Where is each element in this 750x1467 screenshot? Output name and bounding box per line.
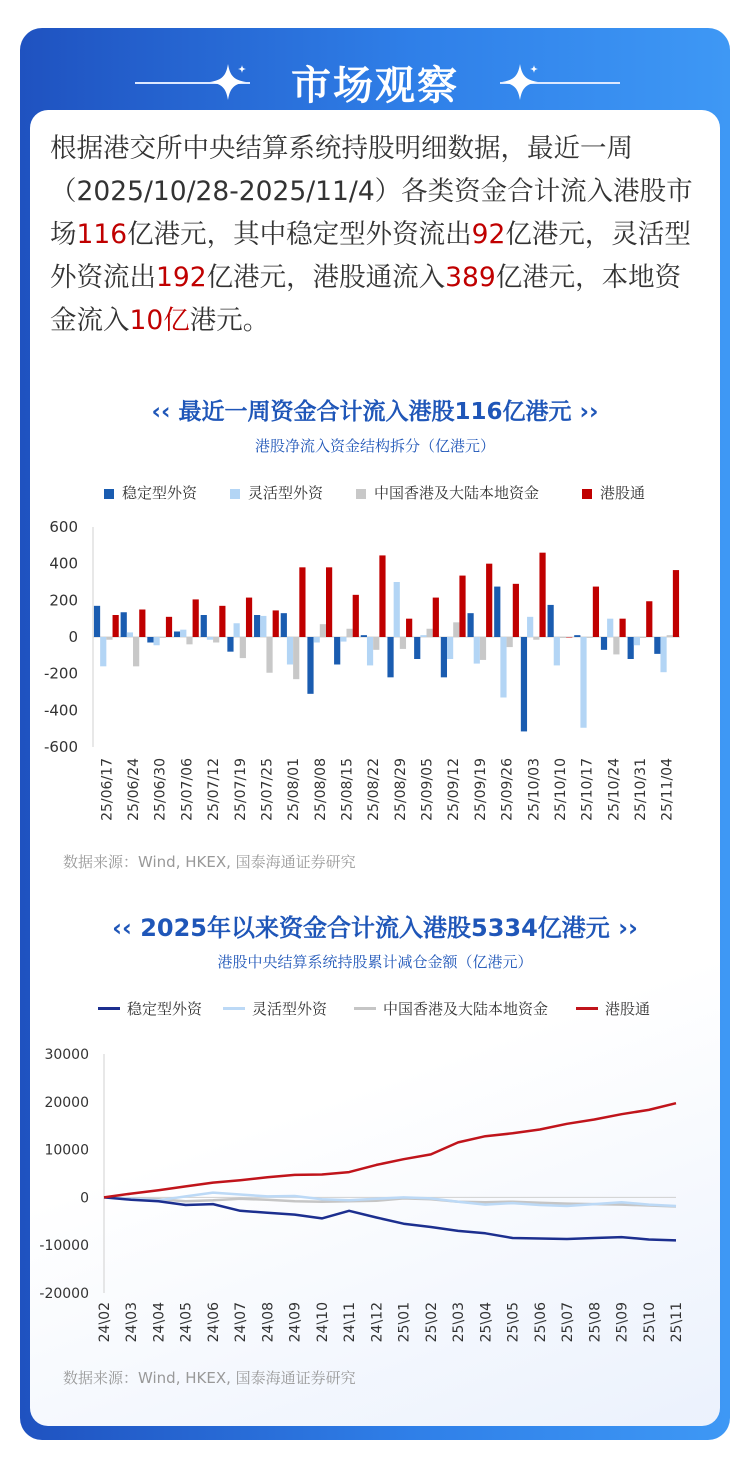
x-tick-label: 24\08 <box>260 1302 277 1343</box>
legend-label: 灵活型外资 <box>252 1000 328 1018</box>
intro-text-2: 亿港元，其中稳定型外资流出 <box>127 219 472 250</box>
bar-1 <box>154 637 160 645</box>
bar-0 <box>174 632 180 638</box>
bar-3 <box>593 587 599 637</box>
bar-3 <box>459 576 465 637</box>
legend-swatch <box>230 489 240 499</box>
x-tick-label: 25/09/19 <box>472 758 489 821</box>
bar-3 <box>619 619 625 637</box>
legend-swatch <box>98 1007 120 1010</box>
bar-1 <box>367 637 373 665</box>
x-tick-label: 24\09 <box>287 1302 304 1343</box>
bar-2 <box>373 637 379 650</box>
y-tick-label: 0 <box>80 1190 89 1207</box>
x-tick-label: 25\05 <box>505 1302 522 1343</box>
chevron-right-icon: ›› <box>618 914 638 942</box>
bar-0 <box>254 615 260 637</box>
x-tick-label: 25\10 <box>641 1302 658 1343</box>
bar-1 <box>260 616 266 637</box>
intro-value-local: 10亿 <box>129 305 190 336</box>
intro-text-6: 港元。 <box>189 305 270 336</box>
y-tick-label: -200 <box>43 664 78 683</box>
bar-0 <box>227 637 233 652</box>
bar-1 <box>660 637 666 672</box>
chart2-legend <box>0 998 750 1020</box>
x-tick-label: 24\07 <box>233 1302 250 1343</box>
bar-2 <box>640 637 646 638</box>
chevron-left-icon: ‹‹ <box>112 914 132 942</box>
x-tick-label: 25\03 <box>451 1302 468 1343</box>
legend-swatch <box>582 489 592 499</box>
bar-0 <box>361 635 367 637</box>
legend-swatch <box>104 489 114 499</box>
bar-3 <box>246 598 252 637</box>
bar-2 <box>186 637 192 644</box>
intro-value-total: 116 <box>76 219 128 250</box>
bar-0 <box>147 637 153 643</box>
intro-paragraph <box>50 127 700 342</box>
bar-0 <box>494 587 500 637</box>
bar-2 <box>293 637 299 679</box>
intro-value-stable: 92 <box>471 219 506 250</box>
y-tick-label: 0 <box>68 628 78 646</box>
x-tick-label: 25/07/19 <box>232 758 249 821</box>
x-tick-label: 25/08/08 <box>312 758 329 821</box>
header-banner <box>20 28 730 108</box>
chart1-source: 数据来源：Wind, HKEX, 国泰海通证券研究 <box>63 853 356 871</box>
bar-2 <box>106 637 112 640</box>
x-tick-label: 25/06/17 <box>99 758 116 821</box>
x-tick-label: 25/06/24 <box>126 758 143 821</box>
bar-1 <box>420 635 426 637</box>
bar-1 <box>180 630 186 637</box>
legend-label: 稳定型外资 <box>122 484 198 502</box>
y-tick-label: 30000 <box>44 1047 89 1063</box>
bar-1 <box>394 582 400 637</box>
legend-label: 港股通 <box>605 1000 651 1018</box>
bar-1 <box>447 637 453 659</box>
chart2-source: 数据来源：Wind, HKEX, 国泰海通证券研究 <box>63 1369 356 1387</box>
bar-0 <box>94 606 100 637</box>
intro-value-connect: 389 <box>445 262 496 293</box>
bar-1 <box>634 637 640 645</box>
bar-2 <box>587 637 593 638</box>
x-tick-label: 24\05 <box>178 1302 195 1343</box>
bar-1 <box>207 637 213 640</box>
bar-3 <box>113 615 119 637</box>
bar-0 <box>601 637 607 650</box>
x-tick-label: 25/08/22 <box>366 758 383 821</box>
bar-0 <box>574 635 580 637</box>
legend-label: 灵活型外资 <box>248 484 324 502</box>
bar-1 <box>580 637 586 728</box>
legend-label: 中国香港及大陆本地资金 <box>383 1000 549 1018</box>
chart1-subtitle: 港股净流入资金结构拆分（亿港元） <box>254 437 495 455</box>
intro-text-5: 亿港元，本地资金流入 <box>50 262 682 336</box>
bar-3 <box>326 567 332 637</box>
x-tick-label: 25\06 <box>532 1302 549 1343</box>
legend-swatch <box>576 1007 598 1010</box>
x-tick-label: 24\02 <box>97 1302 113 1343</box>
bar-1 <box>100 637 106 666</box>
bar-3 <box>433 598 439 637</box>
legend-label: 稳定型外资 <box>127 1000 203 1018</box>
x-tick-label: 25\02 <box>423 1302 440 1343</box>
series-line-3 <box>104 1103 676 1197</box>
bar-3 <box>379 555 385 637</box>
x-tick-label: 25/10/10 <box>552 758 569 821</box>
bar-3 <box>513 584 519 637</box>
x-tick-label: 25\01 <box>396 1302 413 1343</box>
x-tick-label: 25/08/15 <box>339 758 356 821</box>
x-tick-label: 25\08 <box>587 1302 604 1343</box>
x-tick-label: 25/11/04 <box>659 758 676 821</box>
bar-3 <box>566 637 572 638</box>
y-tick-label: 200 <box>49 591 78 610</box>
intro-text-3: 亿港元，灵活型外资流出 <box>50 219 691 293</box>
legend-swatch <box>354 1007 376 1010</box>
x-tick-label: 25/07/25 <box>259 758 276 821</box>
bar-0 <box>467 613 473 637</box>
bar-2 <box>560 637 566 638</box>
bar-3 <box>273 610 279 637</box>
page-title: 市场观察 <box>291 63 459 109</box>
y-tick-label: -20000 <box>39 1286 89 1302</box>
bar-3 <box>646 601 652 637</box>
x-tick-label: 25\07 <box>560 1302 577 1343</box>
bar-3 <box>406 619 412 637</box>
bar-1 <box>314 637 320 643</box>
bar-2 <box>480 637 486 660</box>
x-tick-label: 25\11 <box>669 1302 685 1343</box>
bar-0 <box>521 637 527 731</box>
y-tick-label: 600 <box>49 518 78 536</box>
intro-text-4: 亿港元，港股通流入 <box>206 262 446 293</box>
legend-swatch <box>223 1007 245 1010</box>
x-tick-label: 25/10/03 <box>526 758 543 821</box>
bar-3 <box>219 606 225 637</box>
x-tick-label: 25/07/06 <box>179 758 196 821</box>
chart1-title: 最近一周资金合计流入港股116亿港元 <box>178 399 572 425</box>
y-tick-label: 10000 <box>44 1142 89 1159</box>
x-tick-label: 25/10/31 <box>632 758 649 821</box>
bar-0 <box>654 637 660 654</box>
bar-0 <box>201 615 207 637</box>
chart1-bar-chart <box>0 510 750 840</box>
y-tick-label: 400 <box>49 554 78 573</box>
bar-3 <box>486 564 492 637</box>
x-tick-label: 24\06 <box>205 1302 222 1343</box>
bar-2 <box>533 637 539 640</box>
bar-3 <box>673 570 679 637</box>
legend-swatch <box>356 489 366 499</box>
chevron-left-icon: ‹‹ <box>151 399 171 425</box>
bar-1 <box>527 617 533 637</box>
bar-1 <box>500 637 506 698</box>
x-tick-label: 24\11 <box>342 1302 359 1343</box>
bar-2 <box>613 637 619 654</box>
bar-2 <box>507 637 513 647</box>
bar-0 <box>334 637 340 665</box>
x-tick-label: 25\04 <box>478 1302 495 1343</box>
bar-2 <box>667 635 673 637</box>
bar-3 <box>353 595 359 637</box>
intro-text-1: 根据港交所中央结算系统持股明细数据，最近一周（2025/10/28-2025/11/4）各类资金合计流入港股市场 <box>50 133 693 250</box>
bar-0 <box>281 613 287 637</box>
bar-1 <box>554 637 560 665</box>
bar-1 <box>474 637 480 664</box>
bar-0 <box>121 612 127 637</box>
x-tick-label: 25/09/05 <box>419 758 436 821</box>
bar-2 <box>133 637 139 666</box>
x-tick-label: 25/06/30 <box>152 758 169 821</box>
bar-2 <box>427 629 433 637</box>
bar-0 <box>628 637 634 659</box>
y-tick-label: 20000 <box>44 1094 89 1111</box>
bar-1 <box>234 623 240 637</box>
intro-value-flexible: 192 <box>156 262 207 293</box>
chart1-title-row <box>0 393 750 426</box>
x-tick-label: 25\09 <box>614 1302 631 1343</box>
bar-0 <box>414 637 420 659</box>
x-tick-label: 24\03 <box>124 1302 141 1343</box>
chart1-legend <box>0 482 750 504</box>
bar-2 <box>240 637 246 658</box>
x-tick-label: 25/07/12 <box>206 758 223 821</box>
bar-1 <box>340 637 346 642</box>
x-tick-label: 24\04 <box>151 1302 168 1343</box>
bar-3 <box>299 567 305 637</box>
y-tick-label: -10000 <box>39 1238 89 1255</box>
bar-0 <box>387 637 393 677</box>
legend-label: 中国香港及大陆本地资金 <box>374 484 540 502</box>
x-tick-label: 24\12 <box>369 1302 386 1343</box>
chart2-subtitle: 港股中央结算系统持股累计减仓金额（亿港元） <box>217 953 533 971</box>
y-tick-label: -400 <box>43 701 78 720</box>
bar-2 <box>266 637 272 673</box>
x-tick-label: 25/09/26 <box>499 758 516 821</box>
bar-1 <box>287 637 293 665</box>
chevron-right-icon: ›› <box>579 399 599 425</box>
bar-3 <box>539 553 545 637</box>
bar-2 <box>346 629 352 637</box>
x-tick-label: 25/08/29 <box>392 758 409 821</box>
bar-3 <box>193 599 199 637</box>
chart2-title: 2025年以来资金合计流入港股5334亿港元 <box>140 914 610 942</box>
x-tick-label: 25/09/12 <box>446 758 463 821</box>
x-tick-label: 25/10/17 <box>579 758 596 821</box>
bar-0 <box>307 637 313 694</box>
chart2-line-chart <box>0 1040 750 1360</box>
x-tick-label: 25/10/24 <box>606 758 623 821</box>
bar-2 <box>453 622 459 637</box>
bar-2 <box>213 637 219 643</box>
bar-1 <box>127 632 133 637</box>
y-tick-label: -600 <box>43 738 78 756</box>
bar-1 <box>607 619 613 637</box>
bar-3 <box>166 617 172 637</box>
bar-2 <box>320 624 326 637</box>
bar-0 <box>441 637 447 677</box>
bar-2 <box>400 637 406 649</box>
legend-label: 港股通 <box>600 484 646 502</box>
x-tick-label: 25/08/01 <box>286 758 303 821</box>
x-tick-label: 24\10 <box>314 1302 331 1343</box>
bar-3 <box>139 610 145 638</box>
bar-0 <box>548 605 554 637</box>
chart2-title-row <box>0 908 750 943</box>
bar-2 <box>160 637 166 638</box>
